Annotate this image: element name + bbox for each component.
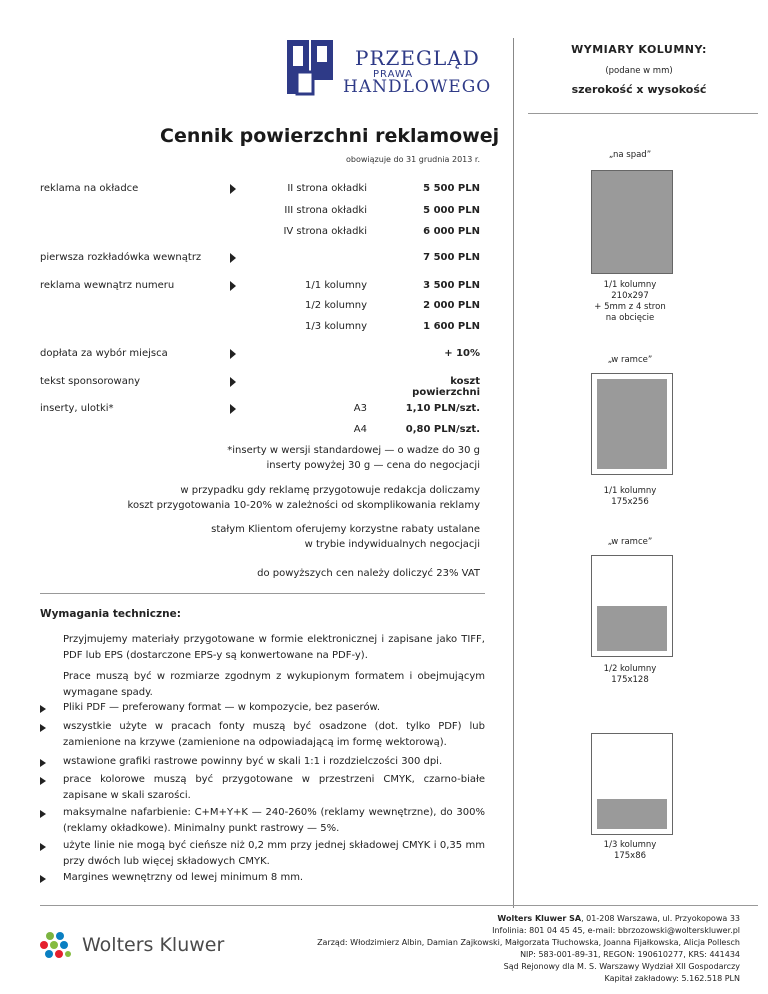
page-title: Cennik powierzchni reklamowej — [160, 125, 500, 147]
format-caption — [560, 280, 700, 324]
right-divider — [528, 113, 758, 114]
price-item: 1/2 kolumny — [305, 300, 367, 311]
vat-note: do powyższych cen należy doliczyć 23% VAT — [257, 568, 480, 579]
price-value: 0,80 PLN/szt. — [405, 424, 480, 435]
format-caption — [560, 486, 700, 508]
company-info — [250, 913, 740, 985]
inserts-note-line: *inserty w wersji standardowej — o wadze do 30 g — [227, 445, 480, 456]
dimensions-unit-note: (podane w mm) — [605, 66, 673, 76]
price-item: III strona okładki — [284, 205, 367, 216]
format-fill — [592, 171, 672, 273]
arrow-right-icon — [230, 404, 236, 414]
inserts-note-line: inserty powyżej 30 g — cena do negocjacji — [266, 460, 480, 471]
price-item: A4 — [353, 424, 367, 435]
price-value: 3 500 PLN — [423, 280, 480, 291]
logo-line-2: PRAWA — [373, 69, 414, 80]
price-value: koszt powierzchni — [412, 376, 480, 398]
price-item: II strona okładki — [287, 183, 367, 194]
format-caption — [560, 664, 700, 686]
validity-note: obowiązuje do 31 grudnia 2013 r. — [346, 155, 480, 164]
bullet-arrow-icon — [40, 759, 46, 767]
price-value: 1 600 PLN — [423, 321, 480, 332]
company-name: Wolters Kluwer SA — [497, 914, 582, 923]
requirement-item: Pliki PDF — preferowany format — w kompozycie, bez paserów. — [63, 702, 380, 713]
price-item: 1/1 kolumny — [305, 280, 367, 291]
bullet-arrow-icon — [40, 875, 46, 883]
format-caption-line: 210x297 — [611, 291, 649, 301]
wk-mosaic-icon — [38, 928, 74, 964]
format-preview — [591, 555, 673, 657]
ppl-monogram-icon — [285, 38, 345, 96]
bullet-arrow-icon — [40, 777, 46, 785]
bullet-arrow-icon — [40, 724, 46, 732]
price-value: 1,10 PLN/szt. — [405, 403, 480, 414]
section-divider — [40, 593, 485, 594]
format-caption-line: 1/1 kolumny — [603, 486, 657, 496]
company-address: , 01-208 Warszawa, ul. Przyokopowa 33 — [581, 914, 740, 923]
preparation-note-line: w przypadku gdy reklamę przygotowuje redakcja doliczamy — [180, 485, 480, 496]
requirement-item: wstawione grafiki rastrowe powinny być w skali 1:1 i rozdzielczości 300 dpi. — [63, 756, 443, 767]
cover-label: reklama na okładce — [40, 183, 139, 194]
inserts-note — [100, 443, 480, 473]
logo-line-1: PRZEGLĄD — [355, 46, 480, 70]
bullet-arrow-icon — [40, 705, 46, 713]
column-divider — [513, 38, 514, 908]
requirement-item: użyte linie nie mogą być cieńsze niż 0,2 mm przy jednej składowej CMYK i 0,35 mm przy dwóch lub więcej składowych CMYK. — [63, 840, 485, 867]
preparation-note-line: koszt przygotowania 10-20% w zależności od skomplikowania reklamy — [127, 500, 480, 511]
dimensions-heading: WYMIARY KOLUMNY: — [571, 43, 707, 56]
format-label: „w ramce” — [607, 355, 653, 365]
requirement-item: wszystkie użyte w pracach fonty muszą być osadzone (dot. tylko PDF) lub zamienione na krzywe (zamienione na odpowiadającą im formę wektorową). — [63, 721, 485, 748]
format-preview — [591, 373, 673, 475]
format-caption-line: 175x86 — [613, 851, 647, 861]
dimensions-order: szerokość x wysokość — [571, 83, 707, 96]
arrow-right-icon — [230, 377, 236, 387]
price-value: 6 000 PLN — [423, 226, 480, 237]
format-caption-line: + 5mm z 4 stron — [594, 302, 666, 312]
arrow-right-icon — [230, 253, 236, 263]
company-line: Sąd Rejonowy dla M. S. Warszawy Wydział XII Gospodarczy — [503, 962, 740, 971]
price-item: IV strona okładki — [283, 226, 367, 237]
price-value: 2 000 PLN — [423, 300, 480, 311]
inserts-label: inserty, ulotki* — [40, 403, 114, 414]
requirement-item: prace kolorowe muszą być przygotowane w przestrzeni CMYK, czarno-białe zapisane w skali szarości. — [63, 774, 485, 801]
format-label: „na spad” — [608, 150, 652, 160]
logo-line-3: HANDLOWEGO — [343, 77, 492, 97]
sponsored-label: tekst sponsorowany — [40, 376, 141, 387]
company-line — [250, 913, 740, 925]
format-caption-line: 1/1 kolumny — [603, 280, 657, 290]
rebate-note-line: stałym Klientom oferujemy korzystne rabaty ustalane — [211, 524, 480, 535]
wolters-kluwer-logo — [38, 928, 248, 964]
footer-divider — [40, 905, 758, 906]
brand-name: Wolters Kluwer — [82, 934, 225, 956]
price-value: 5 500 PLN — [423, 183, 480, 194]
format-caption-line: 175x128 — [611, 675, 649, 685]
format-preview — [591, 170, 673, 274]
company-line: Infolinia: 801 04 45 45, e-mail: bbrzozowski@wolterskluwer.pl — [492, 926, 740, 935]
price-value: + 10% — [444, 348, 480, 359]
rebate-note-line: w trybie indywidualnych negocjacji — [304, 539, 480, 550]
price-item: 1/3 kolumny — [305, 321, 367, 332]
publication-logo — [285, 38, 492, 100]
requirement-item: Margines wewnętrzny od lewej minimum 8 mm. — [63, 872, 304, 883]
arrow-right-icon — [230, 349, 236, 359]
spread-label: pierwsza rozkładówka wewnątrz — [40, 252, 202, 263]
format-caption-line: 175x256 — [611, 497, 649, 507]
inside-label: reklama wewnątrz numeru — [40, 280, 175, 291]
price-value: 5 000 PLN — [423, 205, 480, 216]
format-preview — [591, 733, 673, 835]
format-label: „w ramce” — [607, 537, 653, 547]
bullet-arrow-icon — [40, 810, 46, 818]
format-caption-line: 1/3 kolumny — [603, 840, 657, 850]
company-line: Zarząd: Włodzimierz Albin, Damian Zajkowski, Małgorzata Tłuchowska, Joanna Fijałkowska, Alicja Pollesch — [317, 938, 740, 947]
bullet-arrow-icon — [40, 843, 46, 851]
price-item: A3 — [353, 403, 367, 414]
format-caption-line: 1/2 kolumny — [603, 664, 657, 674]
format-fill — [597, 606, 667, 651]
arrow-right-icon — [230, 281, 236, 291]
format-caption-line: na obcięcie — [605, 313, 655, 323]
company-line: NIP: 583-001-89-31, REGON: 190610277, KRS: 441434 — [520, 950, 740, 959]
format-caption — [560, 840, 700, 862]
requirements-intro-2: Prace muszą być w rozmiarze zgodnym z wykupionym formatem i obejmującym wymagane spady. — [63, 671, 485, 698]
format-fill — [597, 799, 667, 829]
requirements-intro-1: Przyjmujemy materiały przygotowane w formie elektronicznej i zapisane jako TIFF, PDF lub EPS (dostarczone EPS-y są konwertowane na PDF-y). — [63, 634, 485, 661]
company-line: Kapitał zakładowy: 5.162.518 PLN — [604, 974, 740, 983]
requirement-item: maksymalne nafarbienie: C+M+Y+K — 240-260% (reklamy wewnętrzne), do 300% (reklamy okładkowe). Minimalny punkt rastrowy — 5%. — [63, 807, 485, 834]
arrow-right-icon — [230, 184, 236, 194]
price-value: 7 500 PLN — [423, 252, 480, 263]
preparation-note — [40, 483, 480, 513]
rebate-note — [100, 522, 480, 552]
requirements-heading: Wymagania techniczne: — [40, 608, 181, 620]
format-fill — [597, 379, 667, 469]
placement-label: dopłata za wybór miejsca — [40, 348, 168, 359]
